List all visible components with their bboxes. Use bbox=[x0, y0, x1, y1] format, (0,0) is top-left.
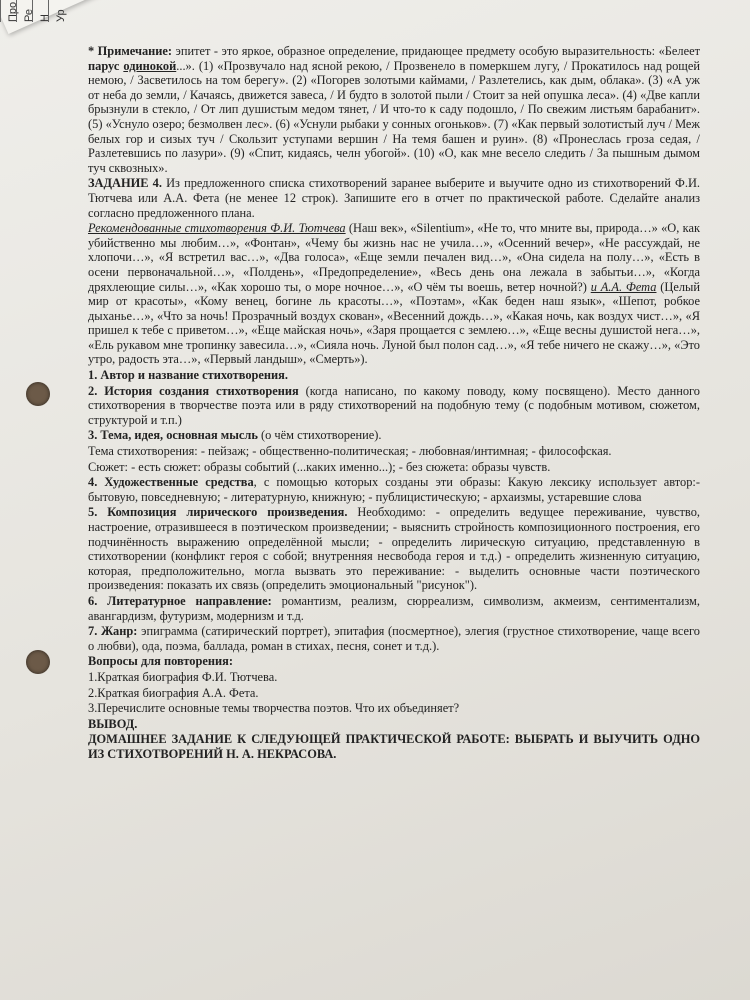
plan-item-title: 3. Тема, идея, основная мысль bbox=[88, 428, 258, 443]
note-underlined-fragment: одинокой bbox=[123, 58, 177, 73]
tyutchev-label: Рекомендованные стихотворения Ф.И. Тютчева bbox=[88, 221, 346, 236]
punch-hole bbox=[26, 382, 50, 406]
question-item: 1.Краткая биография Ф.И. Тютчева. bbox=[88, 669, 278, 684]
conclusion-heading: ВЫВОД. bbox=[88, 716, 138, 731]
plan-item-text: Сюжет: - есть сюжет: образы событий (...каких именно...); - без сюжета: образы чувств. bbox=[88, 459, 551, 474]
question-item: 3.Перечислите основные темы творчества поэтов. Что их объединяет? bbox=[88, 701, 460, 716]
plan-item-text: , с помощью которых созданы эти образы: Какую лексику использует автор:- бытовую, повседневную; - литературную, книжную; - публицистическую; - архаизмы, устаревшие слова bbox=[88, 475, 701, 504]
note-examples: (1) «Прозвучало над ясной рекою, / Прозвенело в померкшем лугу, / Прокатилось над рощей немою, / Засветилось на том берегу». (2) «Погорев золотыми каймами, / Разлетелись, как дым, облака». (3) «А уж от неба до земли, / Качаясь, движется завеса, / И будто в золотой пыли / Стоит за ней опушка леса». (4) «Две капли брызнули в стекло, / От лип душистым медом тянет, / И что-то к саду подошло, / По свежим листьям барабанит». (5) «Уснуло озеро; безмолвен лес». (6) «Уснули рыбаки у сонных огоньков». (7) «Как первый золотистый луч / Меж белых гор и сизых туч / Скользит уступами вершин / На темя башен и руин». (8) «Пронеслась гроза седая, / Разлетевшись по лазури». (9) «Спит, кидаясь, челн убогой». (10) «О, как мне весело следить / За пышным дымом туч сквозных». bbox=[88, 58, 700, 175]
plan-item-text: (о чём стихотворение). bbox=[257, 428, 382, 443]
edge-label: Н bbox=[32, 0, 47, 22]
plan-item-title: 4. Художественные средства bbox=[88, 475, 254, 490]
task-paragraph bbox=[88, 176, 700, 220]
plan-item-title: 7. Жанр: bbox=[88, 624, 138, 639]
note-intro-b: ...». bbox=[176, 58, 195, 73]
note-intro-a: эпитет - это яркое, образное определение, придающее предмету особую выразительность: «Белеет bbox=[172, 44, 700, 58]
task-text: Из предложенного списка стихотворений заранее выберите и выучите одно из стихотворений Ф.И. Тютчева или А.А. Фета (не менее 12 строк). Запишите его в отчет по практической работе. Сделайте анализ согласно предложенного плана. bbox=[88, 176, 700, 220]
plan-item-title: 6. Литературное направление: bbox=[88, 593, 272, 608]
plan-item bbox=[88, 368, 700, 383]
note-bold-fragment: парус bbox=[88, 58, 124, 73]
edge-label: Про bbox=[0, 0, 15, 22]
poems-paragraph bbox=[88, 221, 700, 367]
note-paragraph bbox=[88, 44, 700, 175]
plan-item bbox=[88, 444, 700, 459]
edge-table-fragment bbox=[0, 0, 78, 24]
plan-item-text: (когда написано, по какому поводу, кому посвящено). Место данного стихотворения в творчестве поэта или в ряду стихотворений на подобную тему (с подобным мотивом, сюжетом, структурой и т.п.) bbox=[88, 383, 700, 427]
plan-item-text: Необходимо: - определить ведущее переживание, чувство, настроение, отразившееся в поэтическом произведении; - выяснить стройность композиционного построения, его подчинённость выражению определённой мысли; - определить лирическую ситуацию, представленную в стихотворении (конфликт героя с собой; внутренняя несвобода героя и т.д.) - определить жизненную ситуацию, которая, предположительно, могла вызвать это переживание: - выделить основные части поэтического произведения: показать их связь (определить эмоциональный "рисунок"). bbox=[88, 505, 700, 593]
plan-item bbox=[88, 384, 700, 428]
note-label: * Примечание: bbox=[88, 44, 173, 58]
plan-item bbox=[88, 624, 700, 653]
plan-item-text: романтизм, реализм, сюрреализм, символизм, акмеизм, сентиментализм, авангардизм, футуризм, модернизм и т.д. bbox=[88, 593, 700, 623]
homework-heading: ДОМАШНЕЕ ЗАДАНИЕ К СЛЕДУЮЩЕЙ ПРАКТИЧЕСКОЙ РАБОТЕ: ВЫБРАТЬ И ВЫУЧИТЬ ОДНО ИЗ СТИХОТВОРЕНИЙ Н. А. НЕКРАСОВА. bbox=[88, 732, 700, 761]
plan-item-text: эпиграмма (сатирический портрет), эпитафия (посмертное), элегия (грустное стихотворение, чаще всего о любви), ода, поэма, баллада, роман в стихах, песня, сонет и т.д.). bbox=[88, 624, 700, 653]
plan-item bbox=[88, 475, 700, 504]
fet-label: и А.А. Фета bbox=[590, 279, 657, 294]
edge-label: Ур bbox=[48, 0, 63, 22]
plan-item bbox=[88, 594, 700, 623]
document-body bbox=[88, 44, 700, 763]
plan-item bbox=[88, 460, 700, 475]
tyutchev-list: (Наш век», «Silentium», «Не то, что мните вы, природа…» «О, как убийственно мы любим…», «Фонтан», «Чему бы жизнь нас не учила…», «Осенний вечер», «Не рассуждай, не хлопочи…», «Я встретил вас…», «Два голоса», «Еще земли печален вид…», «Она сидела на полу…», «Есть в осени первоначальной…», «Полдень», «Предопределение», «Весь день она лежала в забытьи…», «Когда дряхлеющие силы…», «Как хорошо ты, о море ночное…», «О чём ты воешь, ветер ночной?) bbox=[88, 221, 700, 294]
plan-item-title: 2. История создания стихотворения bbox=[88, 383, 299, 398]
plan-item-text: Тема стихотворения: - пейзаж; - общественно-политическая; - любовная/интимная; - философская. bbox=[88, 444, 612, 459]
plan-item bbox=[88, 505, 700, 593]
plan-item-title: 5. Композиция лирического произведения. bbox=[88, 505, 348, 520]
question-item: 2.Краткая биография А.А. Фета. bbox=[88, 685, 259, 700]
plan-item-title: 1. Автор и название стихотворения. bbox=[88, 368, 288, 383]
task-label: ЗАДАНИЕ 4. bbox=[88, 176, 162, 191]
fet-list: (Целый мир от красоты», «Кому венец, богине ль красоты…», «Поэтам», «Как беден наш язык», «Шепот, робкое дыханье…», «Что за ночь! Прозрачный воздух скован», «Весенний дождь…», «Какая ночь, как воздух чист…», «Я пришел к тебе с приветом…», «Еще майская ночь», «Заря прощается с землею…», «Еще весны душистой нега…», «Ель рукавом мне тропинку завесила…», «Сияла ночь. Луной был полон сад…», «Я тебе ничего не скажу…», «Это утро, радость эта…», «Первый ландыш», «Смерть»). bbox=[88, 279, 701, 367]
punch-hole bbox=[26, 650, 50, 674]
questions-title: Вопросы для повторения: bbox=[88, 654, 234, 669]
plan-item bbox=[88, 428, 700, 443]
edge-label: Ре bbox=[16, 0, 31, 22]
